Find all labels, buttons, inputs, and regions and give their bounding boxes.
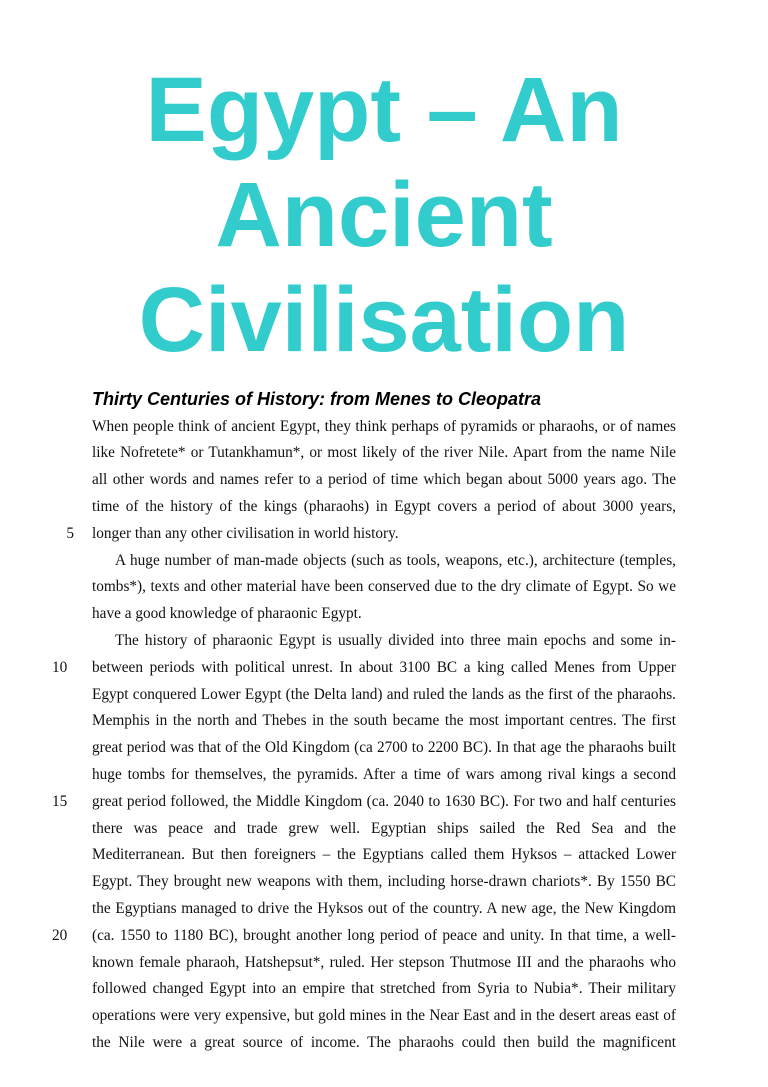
body-text — [52, 414, 676, 1057]
line-text: great period followed, the Middle Kingdom (ca. 2040 to 1630 BC). For two and half centuries — [92, 792, 676, 810]
text-line — [92, 762, 676, 789]
line-text: Memphis in the north and Thebes in the south became the most important centres. The first — [92, 712, 676, 730]
text-line — [92, 896, 676, 923]
title-line: Egypt – An — [145, 59, 623, 161]
line-text: operations were very expensive, but gold mines in the Near East and in the desert areas east of — [92, 1007, 676, 1025]
text-line — [52, 789, 676, 816]
text-line — [92, 414, 676, 441]
line-number: 5 — [66, 524, 74, 542]
text-line — [92, 842, 676, 869]
line-text: A huge number of man-made objects (such as tools, weapons, etc.), architecture (temples, — [115, 551, 676, 569]
text-line — [92, 574, 676, 601]
line-text: great period was that of the Old Kingdom (ca 2700 to 2200 BC). In that age the pharaohs built — [92, 739, 676, 757]
line-text: longer than any other civilisation in world history. — [92, 524, 399, 542]
line-text: (ca. 1550 to 1180 BC), brought another long period of peace and unity. In that time, a well- — [92, 926, 676, 944]
text-line — [92, 869, 676, 896]
text-line — [92, 735, 676, 762]
text-line — [92, 628, 676, 655]
line-text: When people think of ancient Egypt, they think perhaps of pyramids or pharaohs, or of names — [92, 417, 676, 435]
line-text: known female pharaoh, Hatshepsut*, ruled. Her stepson Thutmose III and the pharaohs who — [92, 953, 676, 971]
text-line — [92, 440, 676, 467]
line-text: the Egyptians managed to drive the Hyksos out of the country. A new age, the New Kingdom — [92, 899, 676, 917]
text-line — [66, 521, 676, 548]
title-line: Civilisation — [138, 269, 630, 371]
line-text: all other words and names refer to a period of time which began about 5000 years ago. The — [92, 471, 676, 489]
line-text: followed changed Egypt into an empire that stretched from Syria to Nubia*. Their military — [92, 980, 676, 998]
section-heading: Thirty Centuries of History: from Menes to Cleopatra — [92, 389, 542, 409]
line-text: The history of pharaonic Egypt is usually divided into three main epochs and some in- — [115, 631, 676, 649]
line-number: 20 — [52, 926, 68, 944]
line-text: Mediterranean. But then foreigners – the Egyptians called them Hyksos – attacked Lower — [92, 846, 676, 864]
text-line — [92, 1030, 676, 1057]
text-line — [92, 708, 676, 735]
line-text: Egypt conquered Lower Egypt (the Delta land) and ruled the lands as the first of the pharaohs. — [92, 685, 676, 703]
text-line — [92, 467, 676, 494]
document-title — [0, 58, 768, 373]
text-line — [92, 816, 676, 843]
line-text: tombs*), texts and other material have been conserved due to the dry climate of Egypt. So we — [92, 578, 676, 596]
line-text: like Nofretete* or Tutankhamun*, or most likely of the river Nile. Apart from the name Nile — [92, 444, 676, 462]
text-line — [52, 923, 676, 950]
line-text: there was peace and trade grew well. Egyptian ships sailed the Red Sea and the — [92, 819, 676, 837]
text-line — [92, 601, 676, 628]
line-text: between periods with political unrest. In about 3100 BC a king called Menes from Upper — [92, 658, 676, 676]
text-line — [92, 548, 676, 575]
line-text: huge tombs for themselves, the pyramids. After a time of wars among rival kings a second — [92, 765, 676, 783]
text-line — [92, 976, 676, 1003]
text-line — [92, 950, 676, 977]
line-text: Egypt. They brought new weapons with them, including horse-drawn chariots*. By 1550 BC — [92, 873, 676, 891]
line-number: 15 — [52, 792, 68, 810]
text-line — [52, 655, 676, 682]
title-line: Ancient — [215, 164, 553, 266]
text-line — [92, 1003, 676, 1030]
line-text: have a good knowledge of pharaonic Egypt. — [92, 605, 362, 623]
text-line — [92, 494, 676, 521]
line-number: 10 — [52, 658, 68, 676]
text-line — [92, 682, 676, 709]
line-text: time of the history of the kings (pharaohs) in Egypt covers a period of about 3000 years, — [92, 497, 676, 515]
line-text: the Nile were a great source of income. The pharaohs could then build the magnificent — [92, 1033, 676, 1051]
